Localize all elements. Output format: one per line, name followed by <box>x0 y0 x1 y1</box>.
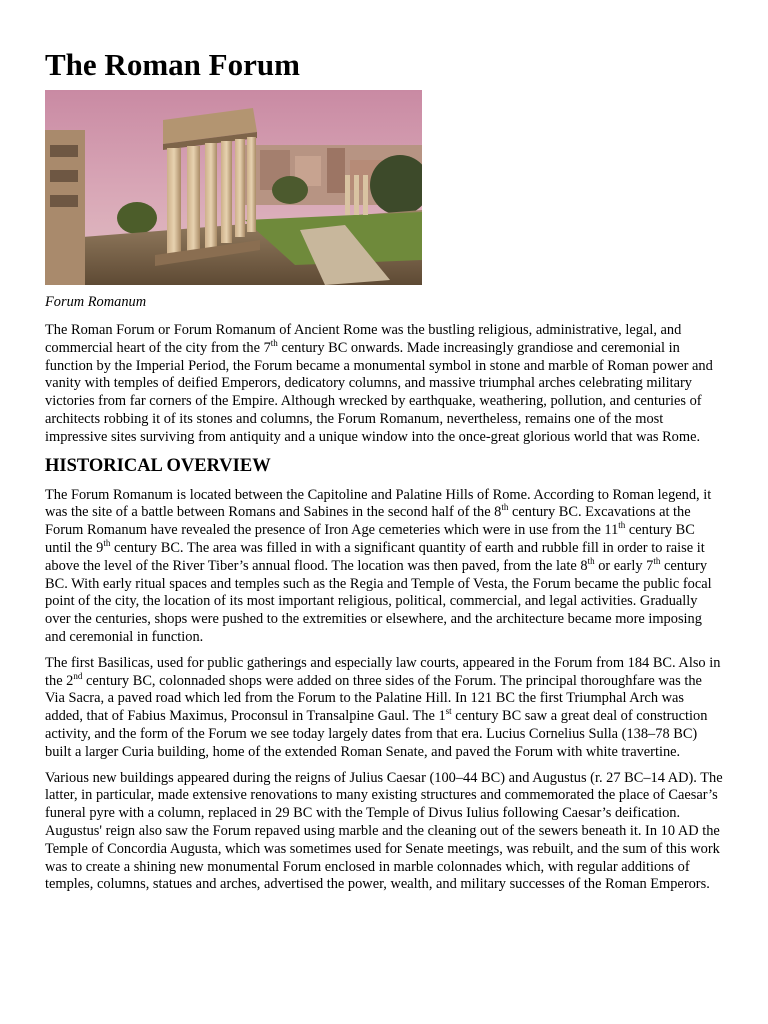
history-paragraph-1: The Forum Romanum is located between the Capitoline and Palatine Hills of Rome. According to Roman legend, it was the site of a battle between Romans and Sabines in the second half of the 8th century BC. Excavations at the Forum Romanum have revealed the presence of Iron Age cemeteries which were in use from the 11th century BC until the 9th century BC. The area was filled in with a significant quantity of earth and rubble fill in order to raise it above the level of the River Tiber’s annual flood. The location was then paved, from the late 8th or early 7th century BC. With early ritual spaces and temples such as the Regia and Temple of Vesta, the Forum became the public focal point of the city, the location of its most important religious, political, commercial, and legal activities. Gradually over the centuries, shops were pushed to the extremities or elsewhere, and the architecture became more imposing and ceremonial in function. <box>45 486 712 645</box>
forum-photo <box>45 90 422 285</box>
section-heading: HISTORICAL OVERVIEW <box>45 455 271 476</box>
image-caption: Forum Romanum <box>45 294 147 310</box>
intro-paragraph: The Roman Forum or Forum Romanum of Ancient Rome was the bustling religious, administrative, legal, and commercial heart of the city from the 7th century BC onwards. Made increasingly grandiose and ceremonial in function by the Imperial Period, the Forum became a monumental symbol in stone and marble of Roman power and vanity with temples of deified Emperors, dedicatory columns, and massive triumphal arches celebrating military victories from far corners of the Empire. Although wrecked by earthquake, weathering, pollution, and centuries of architects robbing it of its stones and columns, the Forum Romanum, nevertheless, remains one of the most impressive sites surviving from antiquity and a unique window into the once-great glorious world that was Rome. <box>45 322 713 445</box>
history-paragraph-2: The first Basilicas, used for public gatherings and especially law courts, appeared in the Forum from 184 BC. Also in the 2nd century BC, colonnaded shops were added on three sides of the Forum. The principal thoroughfare was the Via Sacra, a paved road which led from the Forum to the Palatine Hill. In 121 BC the first Triumphal Arch was added, that of Fabius Maximus, Proconsul in Transalpine Gaul. The 1st century BC saw a great deal of construction activity, and the form of the Forum we see today largely dates from that era. Lucius Cornelius Sulla (138–78 BC) built a larger Curia building, home of the extended Roman Senate, and paved the Forum with white travertine. <box>45 654 721 760</box>
history-paragraph-3: Various new buildings appeared during the reigns of Julius Caesar (100–44 BC) and Augustus (r. 27 BC–14 AD). The latter, in particular, made extensive renovations to many existing structures and commemorated the place of Caesar’s funeral pyre with a column, replaced in 29 BC with the Temple of Divus Iulius following Caesar’s deification. Augustus' reign also saw the Forum repaved using marble and the cleaning out of the sewers beneath it. In 10 AD the Temple of Concordia Augusta, which was sometimes used for Senate meetings, was rebuilt, and the sum of this work was to create a shining new monumental Forum enclosed in marble colonnades which, with regular additions of temples, columns, statues and arches, advertised the power, wealth, and military successes of the Roman Emperors. <box>45 769 723 893</box>
page-title: The Roman Forum <box>45 47 300 82</box>
